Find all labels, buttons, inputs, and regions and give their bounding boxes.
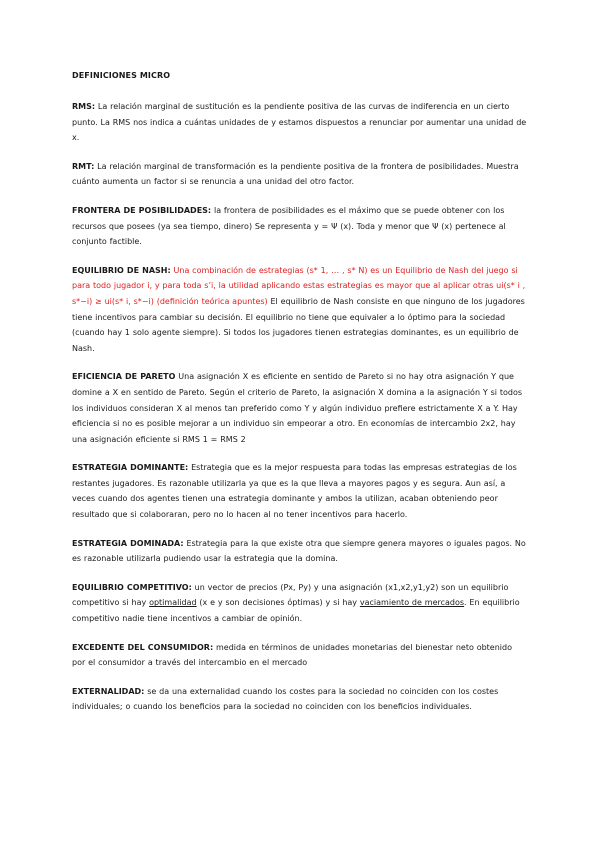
underlined-vaciamiento: vaciamiento de mercados [359,598,465,608]
definition-equilibrio-competitivo [72,580,528,627]
definition-text: La relación marginal de transformación es la pendiente positiva de la frontera de posibilidades. Muestra cuánto aumenta un factor si se renuncia a una unidad del otro factor. [72,161,519,187]
term-externalidad: EXTERNALIDAD: [72,686,145,696]
term-excedente: EXCEDENTE DEL CONSUMIDOR: [72,642,214,652]
definition-nash [72,263,528,357]
term-frontera: FRONTERA DE POSIBILIDADES: [72,205,212,215]
definition-estrategia-dominada [72,536,528,567]
definition-text: Una asignación X es eficiente en sentido de Pareto si no hay otra asignación Y que domine a X en sentido de Pareto. Según el criterio de Pareto, la asignación X domina a la asignación Y si todos los individuos consideran X al menos tan preferido como Y y algún individuo prefiere estrictamente X a Y. Hay eficiencia si no es posible mejorar a un individuo sin empeorar a otro. En economías de intercambio 2x2, hay una asignación eficiente si RMS 1 = RMS 2 [72,372,523,444]
definition-pareto [72,369,528,447]
definition-text: Estrategia para la que existe otra que siempre genera mayores o iguales pagos. No es razonable utilizarla pudiendo usar la estrategia que la domina. [72,538,526,564]
definition-estrategia-dominante [72,460,528,522]
definition-text: la frontera de posibilidades es el máximo que se puede obtener con los recursos que posees (ya sea tiempo, dinero) Se representa y = Ψ (x). Toda y menor que Ψ (x) pertenece al conjunto factible. [72,205,506,247]
definition-text: se da una externalidad cuando los costes para la sociedad no coinciden con los costes individuales; o cuando los beneficios para la sociedad no coinciden con los beneficios individuales. [72,686,499,712]
definition-text: . En equilibrio competitivo nadie tiene incentivos a cambiar de opinión. [72,598,520,624]
document-title: DEFINICIONES MICRO [72,71,171,80]
term-rmt: RMT: [72,161,95,171]
definition-text: medida en términos de unidades monetarias del bienestar neto obtenido por el consumidor a través del intercambio en el mercado [72,642,512,668]
term-estrategia-dominante: ESTRATEGIA DOMINANTE: [72,463,189,473]
definition-externalidad [72,684,528,715]
definition-rmt [72,159,528,190]
underlined-optimalidad: optimalidad [149,598,197,608]
term-pareto: EFICIENCIA DE PARETO [72,372,176,382]
definition-text: (x e y son decisiones óptimas) y si hay [196,598,360,608]
definition-rms [72,99,528,146]
definition-excedente [72,640,528,671]
definition-text: La relación marginal de sustitución es la pendiente positiva de las curvas de indiferencia en un cierto punto. La RMS nos indica a cuántas unidades de y estamos dispuestos a renunciar por aumentar una unidad de x. [72,102,527,143]
definition-text: El equilibrio de Nash consiste en que ninguno de los jugadores tiene incentivos para cambiar su decisión. El equilibrio no tiene que equivaler a lo óptimo para la sociedad (cuando hay 1 solo agente siempre). Si todos los jugadores tienen estrategias dominantes, es un equilibrio de Nash. [72,296,525,353]
definition-text: un vector de precios (Px, Py) y una asignación (x1,x2,y1,y2) son un equilibrio competitivo si hay [72,582,509,608]
definition-frontera [72,203,528,250]
definition-text: Estrategia que es la mejor respuesta para todas las empresas estrategias de los restantes jugadores. Es razonable utilizarla ya que es la que lleva a mayores pagos y es segura. Aun así, a veces cuando dos agentes tienen una estrategia dominante y ambos la utilizan, acaban obteniendo peor resultado que si colaboraran, pero no lo hacen al no tener incentivos para hacerlo. [72,463,517,520]
term-nash: EQUILIBRIO DE NASH: [72,265,171,275]
term-equilibrio-competitivo: EQUILIBRIO COMPETITIVO: [72,582,192,592]
nash-formal-definition: Una combinación de estrategias (s* 1, … , s* N) es un Equilibrio de Nash del juego si para todo jugador i, y para toda s’i, la utilidad aplicando estas estrategias es mayor que al aplicar otras ui(s* i , s*−i) ≥ ui(s* i, s*−i) (definición teórica apuntes) [72,265,526,306]
term-rms: RMS: [72,102,96,111]
term-estrategia-dominada: ESTRATEGIA DOMINADA: [72,538,184,548]
